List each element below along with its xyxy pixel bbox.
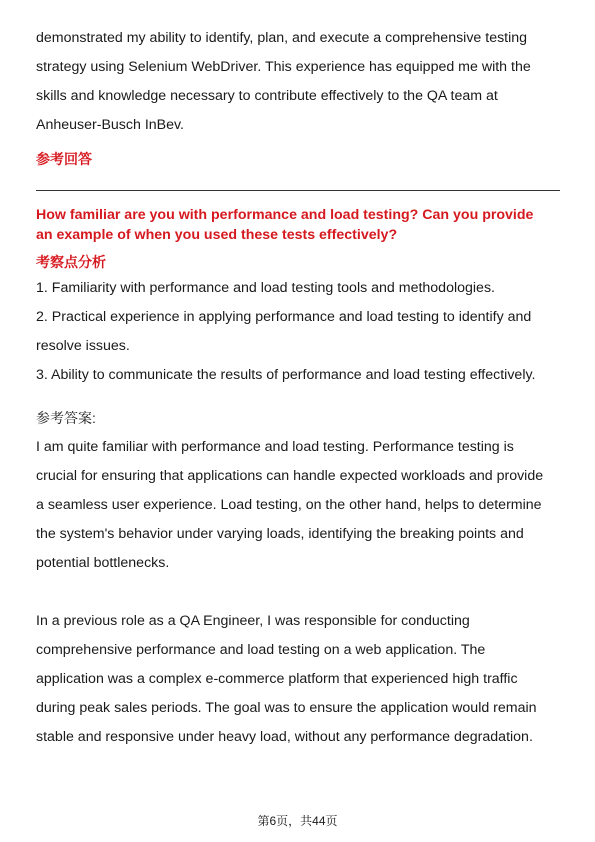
question-heading: How familiar are you with performance and load testing? Can you provide an example of when you used these tests effectively?: [36, 207, 534, 243]
analysis-points: [36, 274, 560, 390]
section-divider: [36, 190, 560, 191]
analysis-point: 2. Practical experience in applying performance and load testing to identify and resolve issues.: [36, 309, 532, 354]
analysis-point: 1. Familiarity with performance and load testing tools and methodologies.: [36, 280, 495, 296]
page-indicator: 第6页，共44页: [257, 814, 338, 828]
analysis-heading: 考察点分析: [36, 254, 106, 270]
paragraph-spacer: [36, 578, 560, 607]
page-content: [36, 24, 560, 752]
reference-answer-heading: 参考回答: [36, 151, 92, 167]
answer-paragraph: In a previous role as a QA Engineer, I was responsible for conducting comprehensive performance and load testing on a web application. The application was a complex e-commerce platform that experienced high traffic during peak sales periods. The goal was to ensure the application would remain stable and responsive under heavy load, without any performance degradation.: [36, 613, 537, 745]
answer-label: 参考答案:: [36, 410, 96, 426]
answer-paragraph: I am quite familiar with performance and load testing. Performance testing is crucial for ensuring that applications can handle expected workloads and provide a seamless user experience. Load testing, on the other hand, helps to determine the system's behavior under varying loads, identifying the breaking points and potential bottlenecks.: [36, 439, 544, 571]
analysis-point: 3. Ability to communicate the results of performance and load testing effectively.: [36, 367, 536, 383]
intro-paragraph: demonstrated my ability to identify, plan, and execute a comprehensive testing strategy using Selenium WebDriver. This experience has equipped me with the skills and knowledge necessary to contribute effectively to the QA team at Anheuser-Busch InBev.: [36, 30, 531, 133]
